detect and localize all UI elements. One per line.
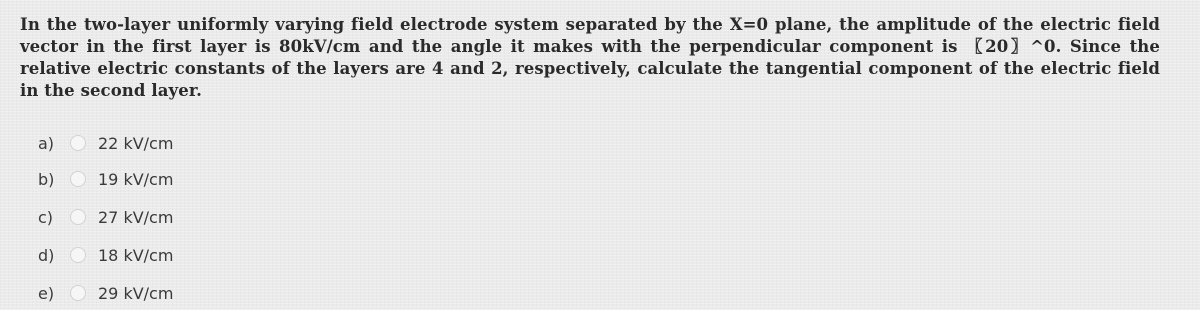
option-letter: a) xyxy=(38,133,55,153)
radio-button[interactable] xyxy=(70,285,86,301)
option-e[interactable] xyxy=(38,278,278,308)
option-letter: b) xyxy=(38,169,55,189)
radio-button[interactable] xyxy=(70,247,86,263)
option-label: 18 kV/cm xyxy=(98,245,174,265)
option-a[interactable] xyxy=(38,128,278,158)
option-label: 22 kV/cm xyxy=(98,133,174,153)
answer-options xyxy=(0,128,600,310)
option-d[interactable] xyxy=(38,240,278,270)
option-label: 29 kV/cm xyxy=(98,283,174,303)
option-letter: d) xyxy=(38,245,55,265)
option-label: 19 kV/cm xyxy=(98,169,174,189)
radio-button[interactable] xyxy=(70,135,86,151)
option-c[interactable] xyxy=(38,202,278,232)
radio-button[interactable] xyxy=(70,171,86,187)
option-b[interactable] xyxy=(38,164,278,194)
option-letter: e) xyxy=(38,283,55,303)
option-letter: c) xyxy=(38,207,54,227)
radio-button[interactable] xyxy=(70,209,86,225)
question-text: In the two-layer uniformly varying field electrode system separated by the X=0 plane, the amplitude of the electric field vector in the first layer is 80kV/cm and the angle it makes with the perpendicular component is 〖20〗^0. Since the relative electric constants of the layers are 4 and 2, respectively, calculate the tangential component of the electric field in the second layer. xyxy=(20,15,1160,100)
option-label: 27 kV/cm xyxy=(98,207,174,227)
